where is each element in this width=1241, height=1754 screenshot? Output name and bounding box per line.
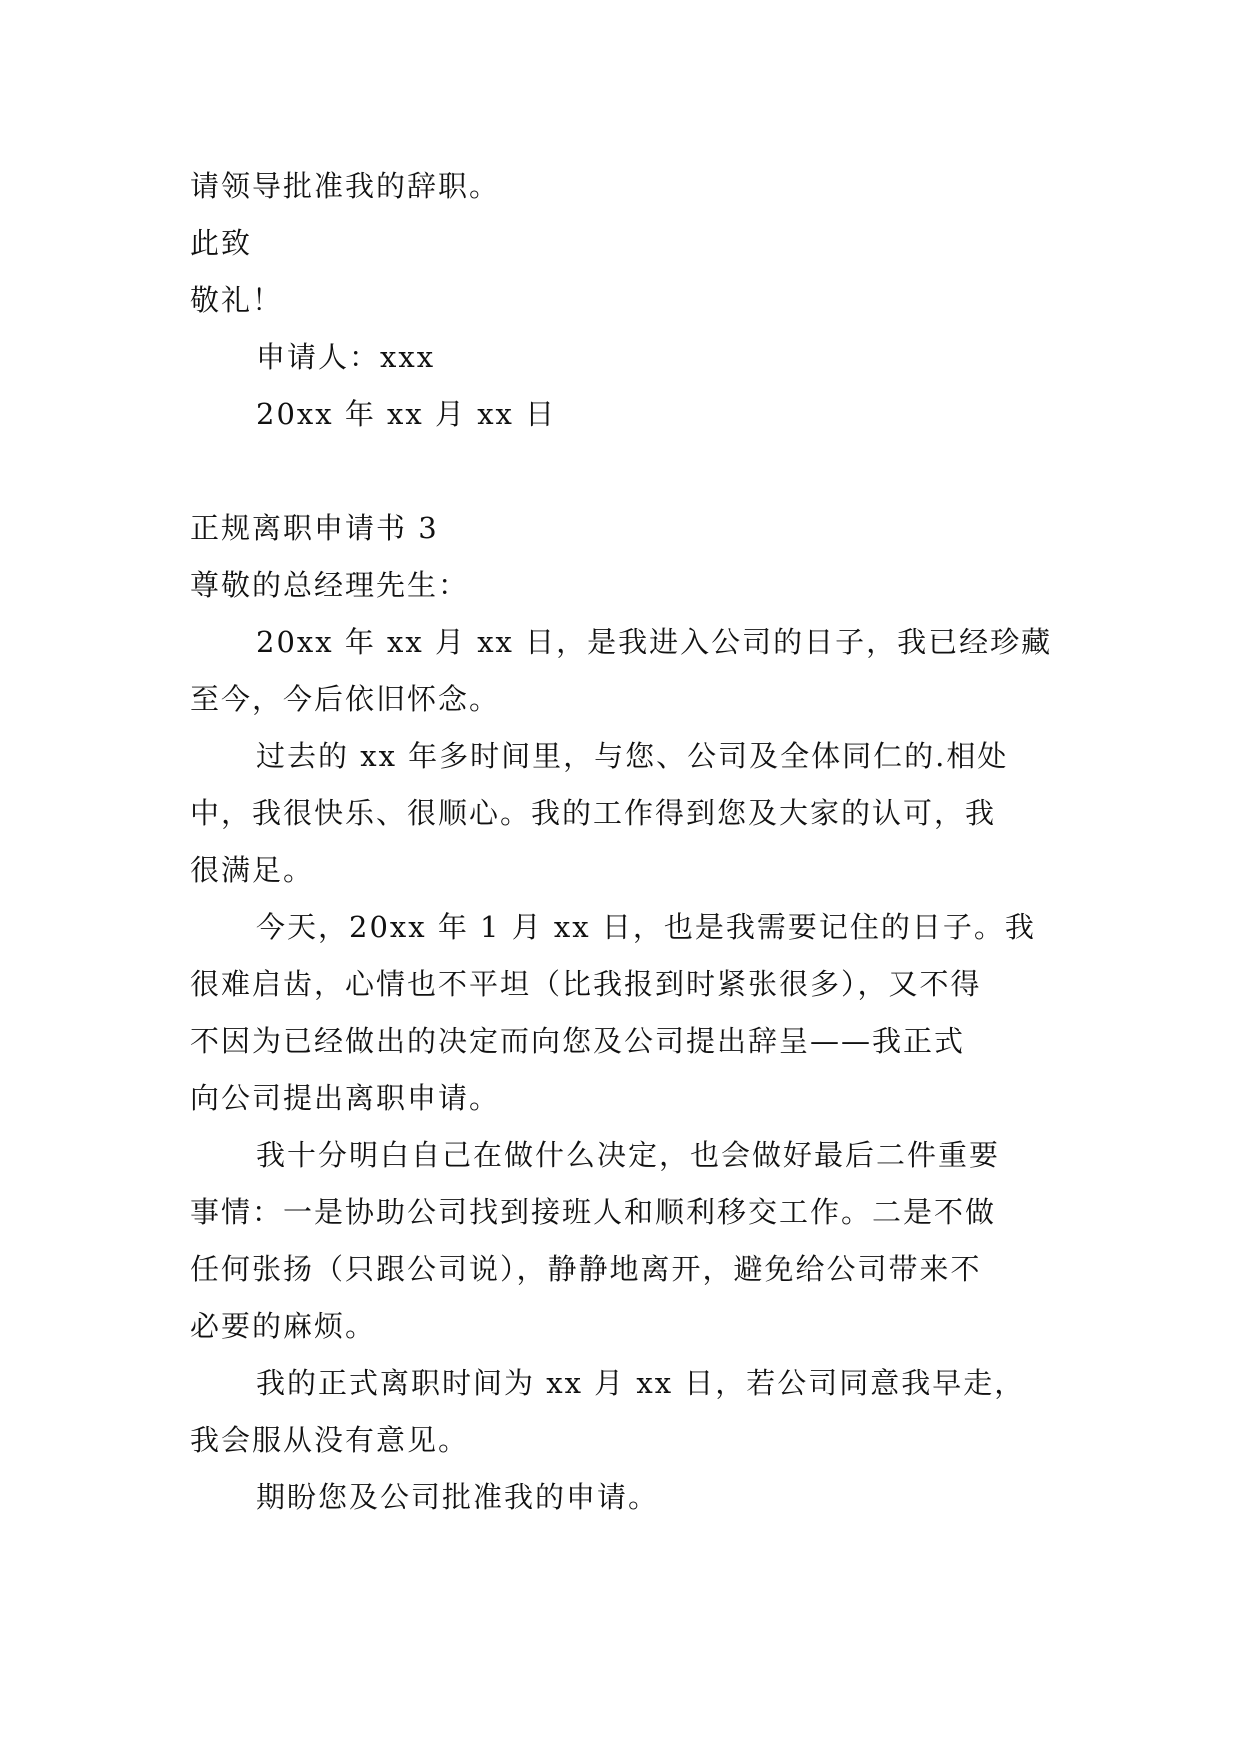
paragraph-line: 至今，今后依旧怀念。 [190, 682, 501, 716]
paragraph-line: 中，我很快乐、很顺心。我的工作得到您及大家的认可，我 [190, 796, 997, 830]
paragraph-line: 期盼您及公司批准我的申请。 [256, 1480, 660, 1514]
paragraph-line: 必要的麻烦。 [190, 1309, 377, 1343]
closing-request-line: 请领导批准我的辞职。 [190, 169, 501, 203]
letter-greeting: 尊敬的总经理先生： [190, 568, 470, 602]
applicant-line: 申请人：xxx [256, 340, 436, 374]
paragraph-line: 过去的 xx 年多时间里，与您、公司及全体同仁的.相处 [256, 739, 1009, 773]
paragraph-line: 很满足。 [190, 853, 315, 887]
paragraph-line: 20xx 年 xx 月 xx 日，是我进入公司的日子，我已经珍藏 [256, 625, 1053, 659]
paragraph-line: 我会服从没有意见。 [190, 1423, 470, 1457]
date-line: 20xx 年 xx 月 xx 日 [256, 397, 557, 431]
paragraph-line: 事情：一是协助公司找到接班人和顺利移交工作。二是不做 [190, 1195, 997, 1229]
letter-title: 正规离职申请书 3 [190, 511, 439, 545]
paragraph-line: 今天，20xx 年 1 月 xx 日，也是我需要记住的日子。我 [256, 910, 1036, 944]
closing-salutation: 此致 [190, 226, 253, 260]
paragraph-line: 我的正式离职时间为 xx 月 xx 日，若公司同意我早走， [256, 1366, 1026, 1400]
closing-respect: 敬礼！ [190, 283, 284, 317]
paragraph-line: 很难启齿，心情也不平坦（比我报到时紧张很多），又不得 [190, 967, 982, 1001]
paragraph-line: 不因为已经做出的决定而向您及公司提出辞呈——我正式 [190, 1024, 966, 1058]
paragraph-line: 任何张扬（只跟公司说），静静地离开，避免给公司带来不 [190, 1252, 982, 1286]
paragraph-line: 向公司提出离职申请。 [190, 1081, 501, 1115]
paragraph-line: 我十分明白自己在做什么决定，也会做好最后二件重要 [256, 1138, 1001, 1172]
